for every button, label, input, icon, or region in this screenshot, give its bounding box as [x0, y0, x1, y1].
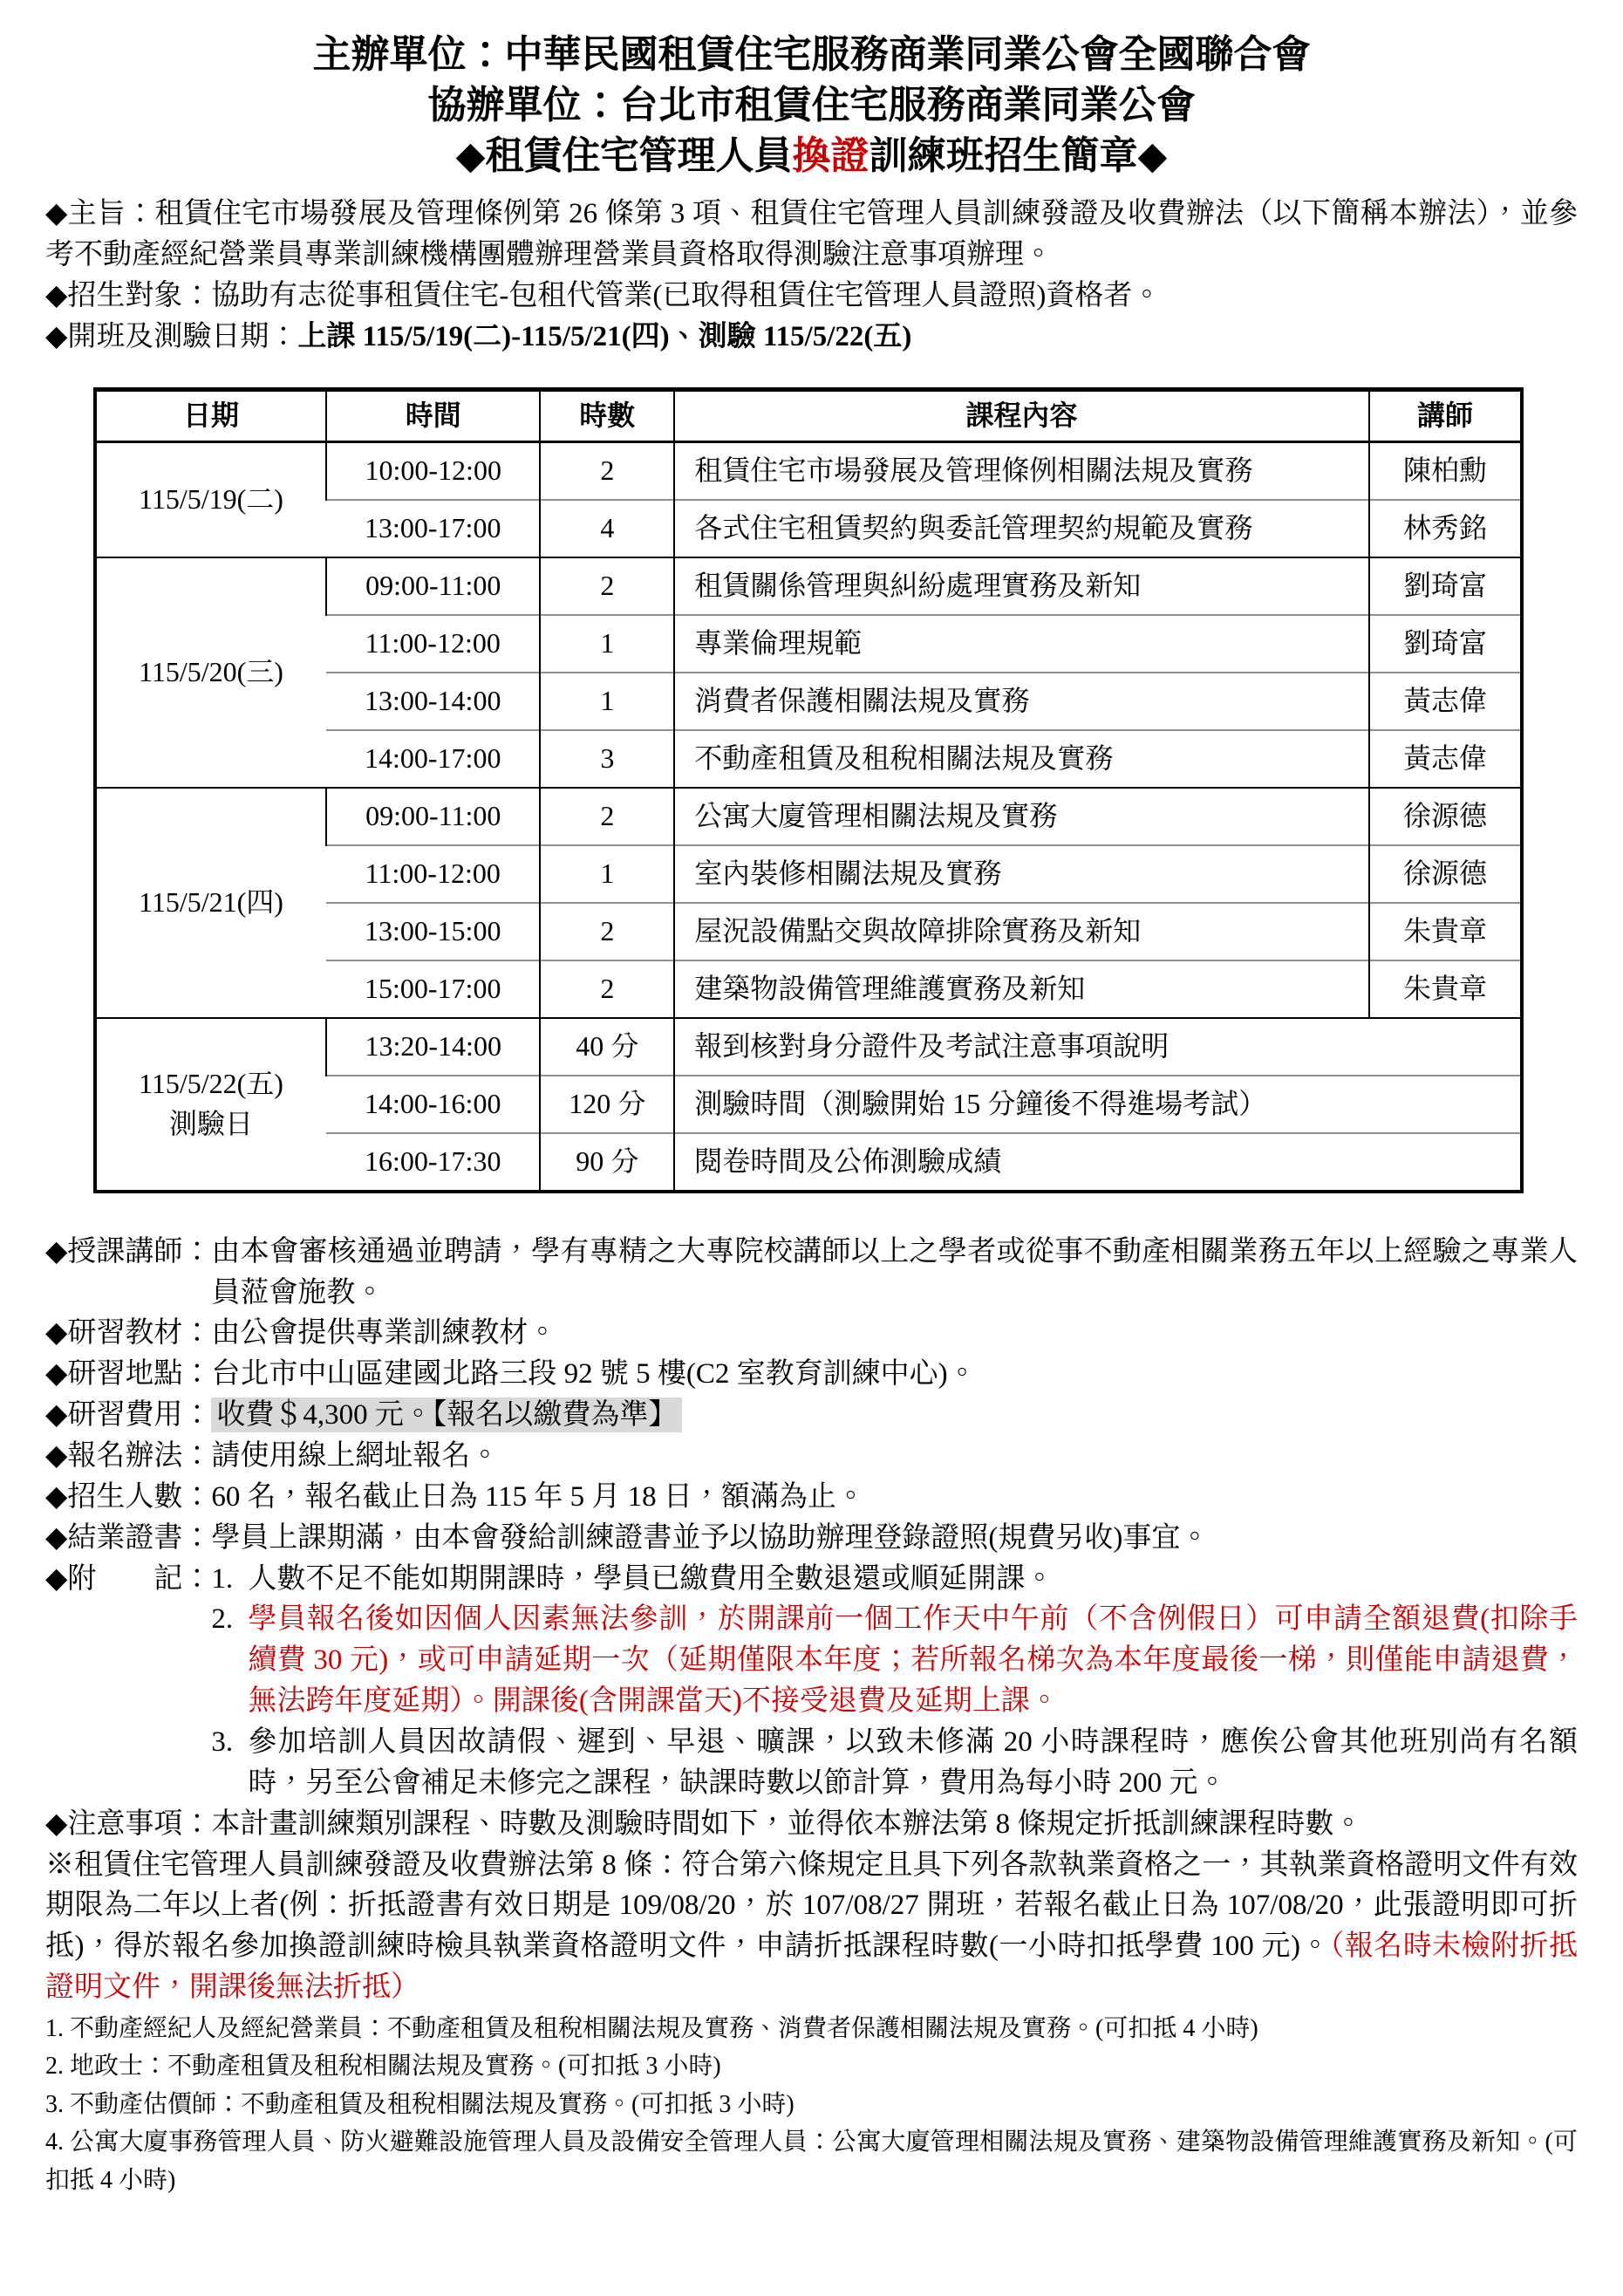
course-cell: 報到核對身分證件及考試注意事項說明 [674, 1018, 1522, 1076]
time-cell: 14:00-17:00 [326, 730, 540, 788]
audience-text: 協助有志從事租賃住宅-包租代管業(已取得租賃住宅管理人員證照)資格者。 [211, 279, 1162, 311]
quota-row [45, 1477, 1578, 1518]
remark-item-3 [211, 1722, 1578, 1804]
instructor-cell: 林秀銘 [1369, 500, 1522, 557]
quota-text: 60 名，報名截止日為 115 年 5 月 18 日，額滿為止。 [211, 1480, 865, 1513]
schedule-col-header: 時間 [326, 389, 540, 441]
title-prefix: ◆租賃住宅管理人員 [455, 134, 793, 178]
remarks-list [211, 1559, 1578, 1804]
dates-paragraph [45, 317, 1578, 358]
deduction-item: 2. 地政士：不動產租賃及租稅相關法規及實務。(可扣抵 3 小時) [45, 2053, 721, 2081]
course-cell: 不動產租賃及租稅相關法規及實務 [674, 730, 1369, 788]
instructor-cell: 朱貴章 [1369, 960, 1522, 1018]
remark-3-number: 3. [211, 1725, 234, 1758]
audience-label: ◆招生對象： [45, 279, 212, 311]
date-text: 115/5/20(三) [139, 655, 283, 687]
schedule-col-header: 講師 [1369, 389, 1522, 441]
date-cell [95, 441, 326, 557]
instructor-cell: 劉琦富 [1369, 615, 1522, 673]
schedule-table-body [95, 441, 1522, 1192]
remark-1-number: 1. [211, 1562, 234, 1595]
location-row [45, 1354, 1578, 1395]
date-text: 115/5/21(四) [139, 885, 283, 918]
hours-cell: 2 [540, 788, 674, 845]
course-cell: 屋況設備點交與故障排除實務及新知 [674, 903, 1369, 960]
deductions-list [45, 2010, 1578, 2199]
dates-value: 上課 115/5/19(二)-115/5/21(四)、測驗 115/5/22(五) [297, 320, 912, 352]
hours-cell: 4 [540, 500, 674, 557]
date-note: 測驗日 [169, 1107, 254, 1139]
time-cell: 09:00-11:00 [326, 557, 540, 615]
date-text: 115/5/22(五) [139, 1068, 283, 1100]
document-title [45, 131, 1578, 181]
schedule-table-head [95, 389, 1522, 441]
remarks-row [45, 1559, 1578, 1804]
date-cell [95, 788, 326, 1018]
title-suffix: 訓練班招生簡章◆ [869, 134, 1168, 178]
subject-label: ◆主旨： [45, 198, 155, 230]
instructor-cell: 黃志偉 [1369, 673, 1522, 730]
time-cell: 11:00-12:00 [326, 615, 540, 673]
signup-row [45, 1436, 1578, 1477]
course-cell: 測驗時間（測驗開始 15 分鐘後不得進場考試） [674, 1076, 1522, 1133]
schedule-row [95, 557, 1522, 615]
notice-label: ◆注意事項： [45, 1807, 212, 1840]
certificate-text: 學員上課期滿，由本會發給訓練證書並予以協助辦理登錄證照(規費另收)事宜。 [211, 1521, 1210, 1554]
course-cell: 室內裝修相關法規及實務 [674, 845, 1369, 903]
course-cell: 建築物設備管理維護實務及新知 [674, 960, 1369, 1018]
time-cell: 10:00-12:00 [326, 441, 540, 500]
schedule-row [95, 1018, 1522, 1076]
remark-item-2 [211, 1599, 1578, 1722]
materials-row [45, 1313, 1578, 1354]
instructor-cell: 黃志偉 [1369, 730, 1522, 788]
signup-label: ◆報名辦法： [45, 1439, 212, 1472]
instructors-row [45, 1232, 1578, 1314]
instructor-cell: 陳柏勳 [1369, 441, 1522, 500]
course-cell: 公寓大廈管理相關法規及實務 [674, 788, 1369, 845]
hours-cell: 1 [540, 845, 674, 903]
schedule-row [95, 441, 1522, 500]
time-cell: 16:00-17:30 [326, 1133, 540, 1192]
remark-1-text: 人數不足不能如期開課時，學員已繳費用全數退還或順延開課。 [248, 1562, 1054, 1595]
certificate-row [45, 1518, 1578, 1559]
deduction-item: 1. 不動產經紀人及經紀營業員：不動產租賃及租稅相關法規及實務、消費者保護相關法規及實務。(可扣抵 4 小時) [45, 2015, 1258, 2042]
course-cell: 消費者保護相關法規及實務 [674, 673, 1369, 730]
time-cell: 09:00-11:00 [326, 788, 540, 845]
fee-highlighted-text: 收費＄4,300 元。【報名以繳費為準】 [211, 1397, 682, 1432]
regulation-text: ※租賃住宅管理人員訓練發證及收費辦法第 8 條：符合第六條規定且具下列各款執業資格之一，其執業資格證明文件有效期限為二年以上者(例：折抵證書有效日期是 109/08/20，於 107/08/27 開班，若報名截止日為 107/08/20，此張證明即可折抵)，得於報名參加換證訓練時檢具執業資格證明文件，申請折抵課程時數(一小時扣抵學費 100 元)。 [45, 1848, 1578, 1963]
schedule-table [93, 387, 1524, 1193]
subject-text: 租賃住宅市場發展及管理條例第 26 條第 3 項、租賃住宅管理人員訓練發證及收費辦法（以下簡稱本辦法），並參考不動產經紀營業員專業訓練機構團體辦理營業員資格取得測驗注意事項辦理。 [45, 198, 1578, 271]
remark-2-number: 2. [211, 1603, 234, 1636]
remark-item-1 [211, 1559, 1578, 1600]
materials-text: 由公會提供專業訓練教材。 [211, 1317, 557, 1350]
notice-paragraph [45, 1804, 1578, 1845]
fee-label: ◆研習費用： [45, 1399, 212, 1432]
title-highlight-red: 換證 [792, 134, 869, 178]
date-cell [95, 1018, 326, 1192]
time-cell: 14:00-16:00 [326, 1076, 540, 1133]
location-text: 台北市中山區建國北路三段 92 號 5 樓(C2 室教育訓練中心)。 [211, 1358, 977, 1391]
fee-row [45, 1395, 1578, 1436]
time-cell: 13:20-14:00 [326, 1018, 540, 1076]
document-header [45, 30, 1578, 181]
date-cell [95, 557, 326, 788]
organizer-line: 主辦單位：中華民國租賃住宅服務商業同業公會全國聯合會 [312, 33, 1311, 76]
hours-cell: 1 [540, 615, 674, 673]
remark-2-text-red: 學員報名後如因個人因素無法參訓，於開課前一個工作天中午前（不含例假日）可申請全額退費(扣除手續費 30 元)，或可申請延期一次（延期僅限本年度；若所報名梯次為本年度最後一梯，則僅能申請退費，無法跨年度延期）。開課後(含開課當天)不接受退費及延期上課。 [248, 1603, 1578, 1718]
instructors-text: 由本會審核通過並聘請，學有專精之大專院校講師以上之學者或從事不動產相關業務五年以上經驗之專業人員蒞會施教。 [211, 1235, 1578, 1309]
hours-cell: 2 [540, 557, 674, 615]
location-label: ◆研習地點： [45, 1358, 212, 1391]
regulation-red-warning: （報名時未檢附折抵證明文件，開課後無法折抵） [45, 1930, 1579, 2004]
schedule-col-header: 日期 [95, 389, 326, 441]
hours-cell: 2 [540, 960, 674, 1018]
remark-3-text: 參加培訓人員因故請假、遲到、早退、曠課，以致未修滿 20 小時課程時，應俟公會其他班別尚有名額時，另至公會補足未修完之課程，缺課時數以節計算，費用為每小時 200 元。 [248, 1725, 1578, 1799]
hours-cell: 40 分 [540, 1018, 674, 1076]
course-cell: 租賃住宅市場發展及管理條例相關法規及實務 [674, 441, 1369, 500]
time-cell: 13:00-15:00 [326, 903, 540, 960]
hours-cell: 2 [540, 441, 674, 500]
notice-text: 本計畫訓練類別課程、時數及測驗時間如下，並得依本辦法第 8 條規定折抵訓練課程時數。 [211, 1807, 1363, 1840]
certificate-label: ◆結業證書： [45, 1521, 212, 1554]
regulation-paragraph [45, 1845, 1578, 2008]
time-cell: 13:00-17:00 [326, 500, 540, 557]
schedule-col-header: 時數 [540, 389, 674, 441]
co-organizer-line: 協辦單位：台北市租賃住宅服務商業同業公會 [427, 84, 1196, 127]
signup-text: 請使用線上網址報名。 [211, 1439, 500, 1472]
course-cell: 各式住宅租賃契約與委託管理契約規範及實務 [674, 500, 1369, 557]
course-cell: 閱卷時間及公佈測驗成績 [674, 1133, 1522, 1192]
deduction-item: 3. 不動產估價師：不動產租賃及租稅相關法規及實務。(可扣抵 3 小時) [45, 2090, 794, 2118]
dates-label: ◆開班及測驗日期： [45, 320, 298, 352]
audience-paragraph [45, 276, 1578, 317]
deduction-item: 4. 公寓大廈事務管理人員、防火避難設施管理人員及設備安全管理人員：公寓大廈管理相關法規及實務、建築物設備管理維護實務及新知。(可扣抵 4 小時) [45, 2129, 1578, 2194]
subject-paragraph [45, 194, 1578, 276]
instructor-cell: 徐源德 [1369, 845, 1522, 903]
hours-cell: 2 [540, 903, 674, 960]
schedule-header-row [95, 389, 1522, 441]
course-cell: 專業倫理規範 [674, 615, 1369, 673]
hours-cell: 1 [540, 673, 674, 730]
date-text: 115/5/19(二) [139, 482, 283, 515]
instructors-label: ◆授課講師： [45, 1235, 212, 1268]
time-cell: 15:00-17:00 [326, 960, 540, 1018]
hours-cell: 120 分 [540, 1076, 674, 1133]
instructor-cell: 朱貴章 [1369, 903, 1522, 960]
quota-label: ◆招生人數： [45, 1480, 212, 1513]
materials-label: ◆研習教材： [45, 1317, 212, 1350]
hours-cell: 3 [540, 730, 674, 788]
time-cell: 11:00-12:00 [326, 845, 540, 903]
hours-cell: 90 分 [540, 1133, 674, 1192]
schedule-col-header: 課程內容 [674, 389, 1369, 441]
instructor-cell: 徐源德 [1369, 788, 1522, 845]
remarks-label: ◆附 記： [45, 1562, 212, 1595]
time-cell: 13:00-14:00 [326, 673, 540, 730]
instructor-cell: 劉琦富 [1369, 557, 1522, 615]
schedule-row [95, 788, 1522, 845]
course-cell: 租賃關係管理與糾紛處理實務及新知 [674, 557, 1369, 615]
